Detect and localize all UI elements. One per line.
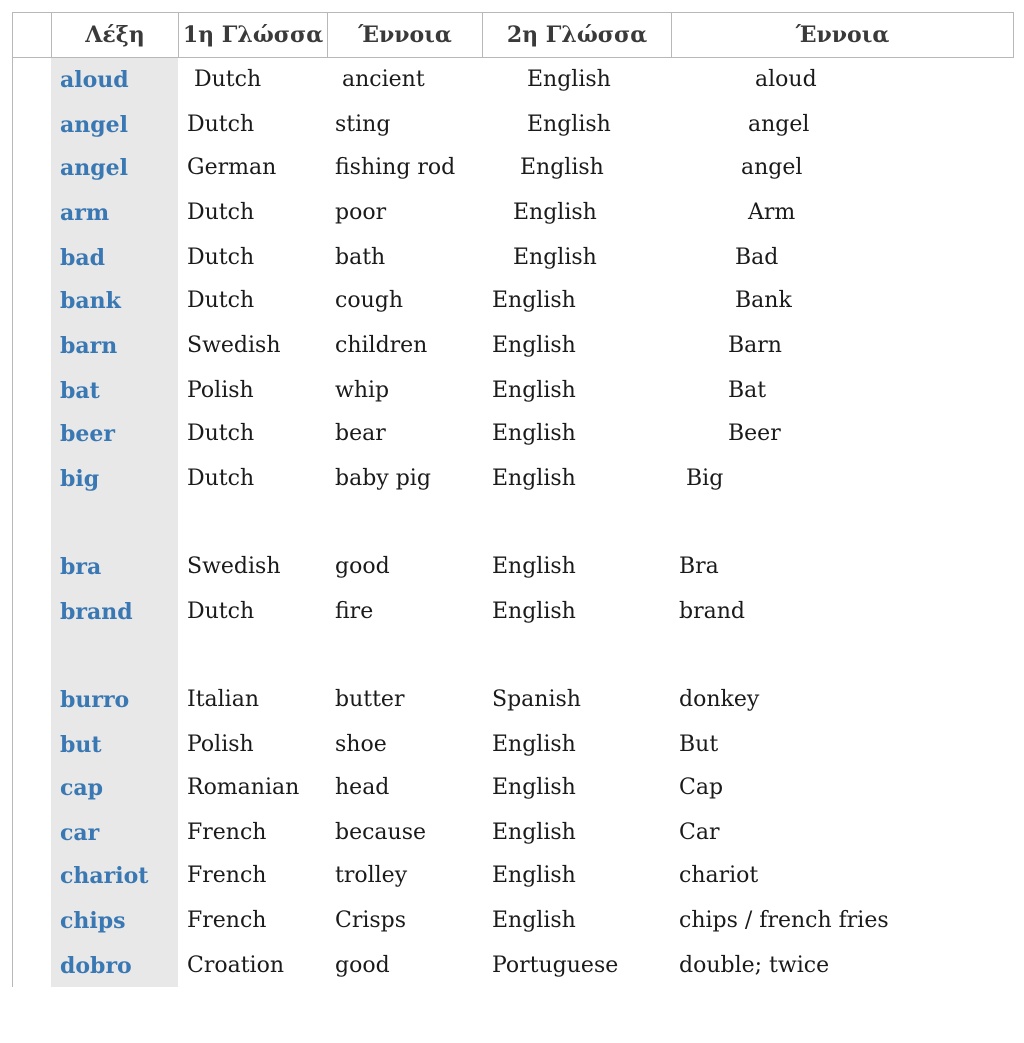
word-cell: burro xyxy=(60,687,130,713)
header-second-language: 2η Γλώσσα xyxy=(482,13,671,57)
word-cell: aloud xyxy=(60,67,129,93)
second-meaning-cell: Big xyxy=(686,466,724,491)
first-language-cell: Dutch xyxy=(187,200,255,225)
header-second-meaning: Έννοια xyxy=(671,13,1013,57)
first-language-cell: Romanian xyxy=(187,775,300,800)
second-meaning-cell: Bad xyxy=(735,245,779,270)
word-cell: chariot xyxy=(60,863,149,889)
first-meaning-cell: cough xyxy=(335,288,403,313)
first-language-cell: Italian xyxy=(187,687,260,712)
table-header xyxy=(12,12,1014,58)
table-row xyxy=(12,240,1012,276)
table-row xyxy=(12,195,1012,231)
first-language-cell: Croation xyxy=(187,953,285,978)
first-meaning-cell: butter xyxy=(335,687,405,712)
second-meaning-cell: Cap xyxy=(679,775,724,800)
second-meaning-cell: Bank xyxy=(735,288,792,313)
word-cell: bra xyxy=(60,554,102,580)
second-meaning-cell: brand xyxy=(679,599,745,624)
table-row xyxy=(12,770,1012,806)
word-cell: barn xyxy=(60,333,118,359)
table-row xyxy=(12,461,1012,497)
word-cell: angel xyxy=(60,112,128,138)
first-language-cell: Dutch xyxy=(187,112,255,137)
first-meaning-cell: whip xyxy=(335,378,390,403)
first-language-cell: Swedish xyxy=(187,554,281,579)
first-language-cell: French xyxy=(187,863,267,888)
first-language-cell: Dutch xyxy=(194,67,262,92)
word-cell: cap xyxy=(60,775,104,801)
first-meaning-cell: bear xyxy=(335,421,386,446)
second-meaning-cell: Bra xyxy=(679,554,719,579)
header-word: Λέξη xyxy=(51,13,178,57)
first-language-cell: German xyxy=(187,155,277,180)
word-cell: beer xyxy=(60,421,115,447)
second-meaning-cell: angel xyxy=(741,155,803,180)
second-language-cell: English xyxy=(527,112,611,137)
second-language-cell: English xyxy=(492,466,576,491)
word-cell: brand xyxy=(60,599,133,625)
first-meaning-cell: fishing rod xyxy=(335,155,456,180)
word-cell: but xyxy=(60,732,102,758)
second-language-cell: English xyxy=(492,288,576,313)
table-row xyxy=(12,62,1012,98)
word-cell: bat xyxy=(60,378,100,404)
first-meaning-cell: bath xyxy=(335,245,386,270)
word-cell: chips xyxy=(60,908,126,934)
second-language-cell: Spanish xyxy=(492,687,581,712)
first-meaning-cell: sting xyxy=(335,112,391,137)
table-row xyxy=(12,727,1012,763)
word-cell: angel xyxy=(60,155,128,181)
second-meaning-cell: double; twice xyxy=(679,953,830,978)
second-language-cell: English xyxy=(492,421,576,446)
second-meaning-cell: Arm xyxy=(748,200,796,225)
table-row xyxy=(12,815,1012,851)
second-language-cell: English xyxy=(492,820,576,845)
first-meaning-cell: children xyxy=(335,333,428,358)
second-meaning-cell: But xyxy=(679,732,719,757)
first-meaning-cell: fire xyxy=(335,599,374,624)
header-first-meaning: Έννοια xyxy=(327,13,482,57)
first-meaning-cell: good xyxy=(335,953,390,978)
table-row xyxy=(12,682,1012,718)
word-cell: dobro xyxy=(60,953,132,979)
table-row xyxy=(12,283,1012,319)
first-meaning-cell: trolley xyxy=(335,863,408,888)
second-language-cell: English xyxy=(492,908,576,933)
second-language-cell: English xyxy=(492,863,576,888)
first-language-cell: Swedish xyxy=(187,333,281,358)
table-row xyxy=(12,594,1012,630)
second-language-cell: English xyxy=(492,732,576,757)
second-language-cell: Portuguese xyxy=(492,953,619,978)
table-row xyxy=(12,903,1012,939)
second-meaning-cell: chips / french fries xyxy=(679,908,889,933)
word-cell: arm xyxy=(60,200,110,226)
first-meaning-cell: because xyxy=(335,820,427,845)
first-language-cell: Dutch xyxy=(187,599,255,624)
first-meaning-cell: poor xyxy=(335,200,387,225)
first-meaning-cell: good xyxy=(335,554,390,579)
second-meaning-cell: aloud xyxy=(755,67,817,92)
second-language-cell: English xyxy=(513,200,597,225)
second-language-cell: English xyxy=(492,378,576,403)
word-cell: bad xyxy=(60,245,106,271)
second-meaning-cell: Barn xyxy=(728,333,782,358)
table-row xyxy=(12,150,1012,186)
second-language-cell: English xyxy=(520,155,604,180)
second-meaning-cell: Car xyxy=(679,820,720,845)
table-row xyxy=(12,373,1012,409)
second-meaning-cell: Beer xyxy=(728,421,781,446)
table-row xyxy=(12,948,1012,984)
second-language-cell: English xyxy=(492,554,576,579)
first-meaning-cell: baby pig xyxy=(335,466,431,491)
second-language-cell: English xyxy=(513,245,597,270)
first-language-cell: French xyxy=(187,820,267,845)
first-language-cell: Polish xyxy=(187,732,254,757)
first-meaning-cell: head xyxy=(335,775,390,800)
second-language-cell: English xyxy=(492,599,576,624)
second-language-cell: English xyxy=(527,67,611,92)
first-language-cell: Dutch xyxy=(187,245,255,270)
table-row xyxy=(12,328,1012,364)
second-meaning-cell: chariot xyxy=(679,863,759,888)
word-cell: car xyxy=(60,820,100,846)
table-row xyxy=(12,549,1012,585)
first-language-cell: Dutch xyxy=(187,466,255,491)
first-meaning-cell: ancient xyxy=(342,67,425,92)
second-language-cell: English xyxy=(492,333,576,358)
first-language-cell: Dutch xyxy=(187,288,255,313)
word-cell: bank xyxy=(60,288,121,314)
table-row xyxy=(12,107,1012,143)
second-language-cell: English xyxy=(492,775,576,800)
second-meaning-cell: donkey xyxy=(679,687,760,712)
word-cell: big xyxy=(60,466,100,492)
first-meaning-cell: shoe xyxy=(335,732,387,757)
header-first-language: 1η Γλώσσα xyxy=(178,13,327,57)
table-row xyxy=(12,416,1012,452)
table-row xyxy=(12,858,1012,894)
first-language-cell: French xyxy=(187,908,267,933)
first-meaning-cell: Crisps xyxy=(335,908,407,933)
first-language-cell: Dutch xyxy=(187,421,255,446)
second-meaning-cell: Bat xyxy=(728,378,767,403)
first-language-cell: Polish xyxy=(187,378,254,403)
second-meaning-cell: angel xyxy=(748,112,810,137)
word-table xyxy=(12,12,1014,987)
